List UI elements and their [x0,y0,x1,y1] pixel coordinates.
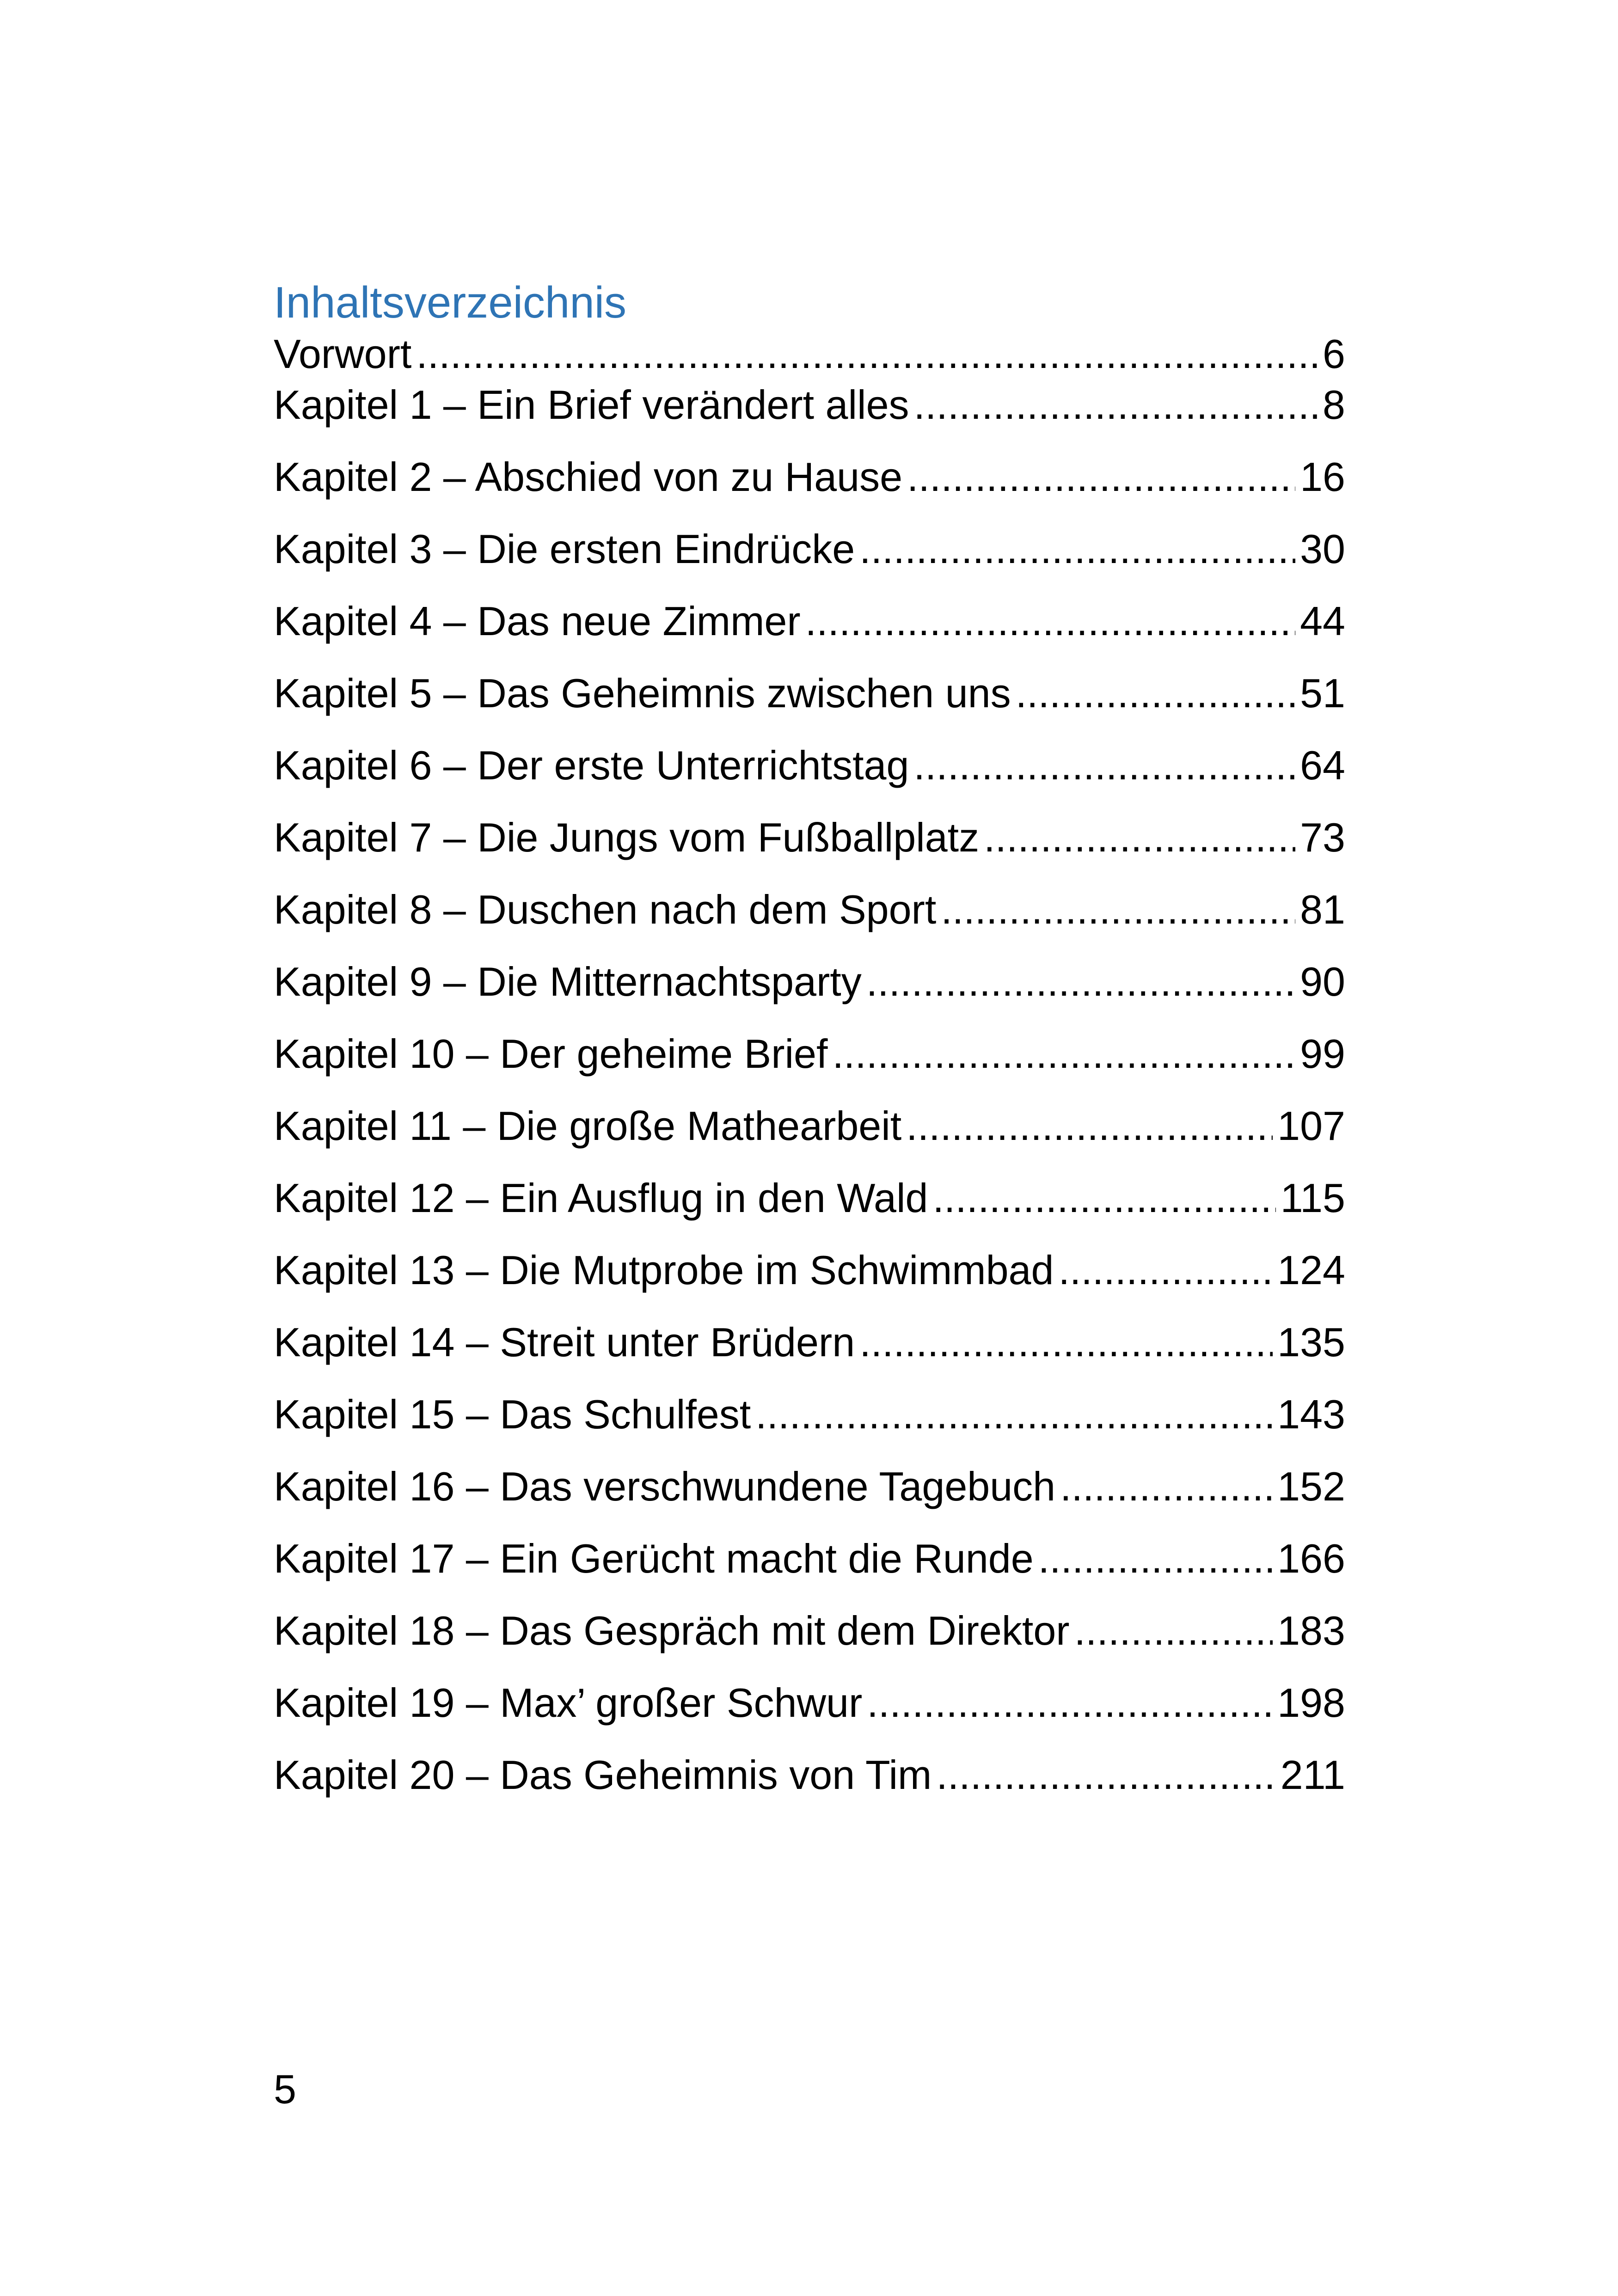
toc-dot-leader [914,379,1318,431]
toc-entry [274,1244,1345,1316]
toc-entry [274,740,1345,812]
toc-entry [274,812,1345,884]
toc-entry [274,884,1345,956]
toc-entry-label: Kapitel 15 – Das Schulfest [274,1391,751,1437]
toc-dot-leader [913,740,1295,791]
toc-entry-label: Kapitel 9 – Die Mitternachtsparty [274,959,862,1004]
toc-entry [274,523,1345,595]
toc-dot-leader [832,1028,1295,1080]
toc-entry-label: Kapitel 7 – Die Jungs vom Fußballplatz [274,814,980,860]
toc-entry-label: Kapitel 17 – Ein Gerücht macht die Runde [274,1536,1034,1581]
toc-entry-page: 90 [1300,959,1345,1004]
toc-entry-page: 6 [1323,331,1345,377]
toc-entry [274,451,1345,523]
toc-title: Inhaltsverzeichnis [274,278,627,327]
toc-entry-page: 152 [1277,1463,1345,1509]
toc-entry-page: 143 [1277,1391,1345,1437]
toc-dot-leader [1074,1605,1273,1657]
toc-entry-page: 115 [1280,1175,1345,1221]
page-number: 5 [274,2066,296,2112]
toc-entry-page: 44 [1300,598,1345,644]
toc-entry [274,328,1345,379]
toc-entry [274,1100,1345,1172]
toc-entry [274,1389,1345,1461]
toc-entry-page: 81 [1300,887,1345,932]
toc-dot-leader [932,1172,1275,1224]
toc-dot-leader [1058,1244,1273,1296]
toc-entry-page: 51 [1300,670,1345,716]
toc-entry [274,1749,1345,1821]
toc-entry-label: Kapitel 10 – Der geheime Brief [274,1031,828,1077]
toc-entry-label: Kapitel 6 – Der erste Unterrichtstag [274,742,909,788]
toc-entry-label: Kapitel 20 – Das Geheimnis von Tim [274,1752,932,1798]
toc-entry [274,1028,1345,1100]
toc-entry-label: Kapitel 13 – Die Mutprobe im Schwimmbad [274,1247,1054,1293]
toc-entry-label: Kapitel 8 – Duschen nach dem Sport [274,887,937,932]
toc-entry [274,1533,1345,1605]
toc-entry-page: 198 [1277,1680,1345,1726]
toc-dot-leader [1038,1533,1273,1585]
toc-dot-leader [867,1677,1273,1729]
toc-dot-leader [1016,667,1296,719]
toc-entry [274,667,1345,740]
toc-entry-page: 107 [1277,1103,1345,1149]
toc-entry-label: Kapitel 11 – Die große Mathearbeit [274,1103,902,1149]
toc-dot-leader [941,884,1295,936]
toc-dot-leader [906,1100,1273,1152]
toc-entry-label: Kapitel 16 – Das verschwundene Tagebuch [274,1463,1056,1509]
toc-entry-page: 135 [1277,1319,1345,1365]
toc-entry [274,1461,1345,1533]
toc-entry-label: Kapitel 19 – Max’ großer Schwur [274,1680,863,1726]
toc-entry-label: Kapitel 18 – Das Gespräch mit dem Direktor [274,1608,1070,1653]
toc-entry-page: 30 [1300,526,1345,572]
toc-entry-label: Kapitel 14 – Streit unter Brüdern [274,1319,855,1365]
toc-dot-leader [1060,1461,1273,1512]
toc-dot-leader [936,1749,1275,1801]
toc-entry-page: 64 [1300,742,1345,788]
toc-entry [274,1316,1345,1389]
toc-list [274,328,1345,1821]
toc-entry-page: 8 [1323,382,1345,428]
toc-entry [274,1605,1345,1677]
toc-entry-label: Kapitel 1 – Ein Brief verändert alles [274,382,909,428]
toc-entry-label: Kapitel 5 – Das Geheimnis zwischen uns [274,670,1011,716]
toc-entry-page: 99 [1300,1031,1345,1077]
toc-entry-page: 16 [1300,454,1345,500]
toc-entry [274,595,1345,667]
toc-dot-leader [859,1316,1273,1368]
toc-entry-page: 124 [1277,1247,1345,1293]
toc-dot-leader [866,956,1295,1008]
toc-entry-label: Kapitel 2 – Abschied von zu Hause [274,454,903,500]
toc-entry [274,379,1345,451]
toc-entry-page: 166 [1277,1536,1345,1581]
toc-dot-leader [984,812,1295,863]
toc-dot-leader [859,523,1295,575]
toc-dot-leader [907,451,1295,503]
toc-entry-page: 73 [1300,814,1345,860]
toc-entry-page: 183 [1277,1608,1345,1653]
toc-entry-page: 211 [1280,1752,1345,1798]
toc-entry-label: Kapitel 3 – Die ersten Eindrücke [274,526,855,572]
toc-entry [274,1677,1345,1749]
toc-dot-leader [416,328,1318,380]
toc-entry-label: Kapitel 4 – Das neue Zimmer [274,598,801,644]
toc-entry-label: Vorwort [274,331,412,377]
toc-entry [274,956,1345,1028]
table-of-contents [274,277,1345,1821]
toc-entry [274,1172,1345,1244]
toc-dot-leader [805,595,1295,647]
toc-entry-label: Kapitel 12 – Ein Ausflug in den Wald [274,1175,928,1221]
toc-dot-leader [755,1389,1273,1440]
